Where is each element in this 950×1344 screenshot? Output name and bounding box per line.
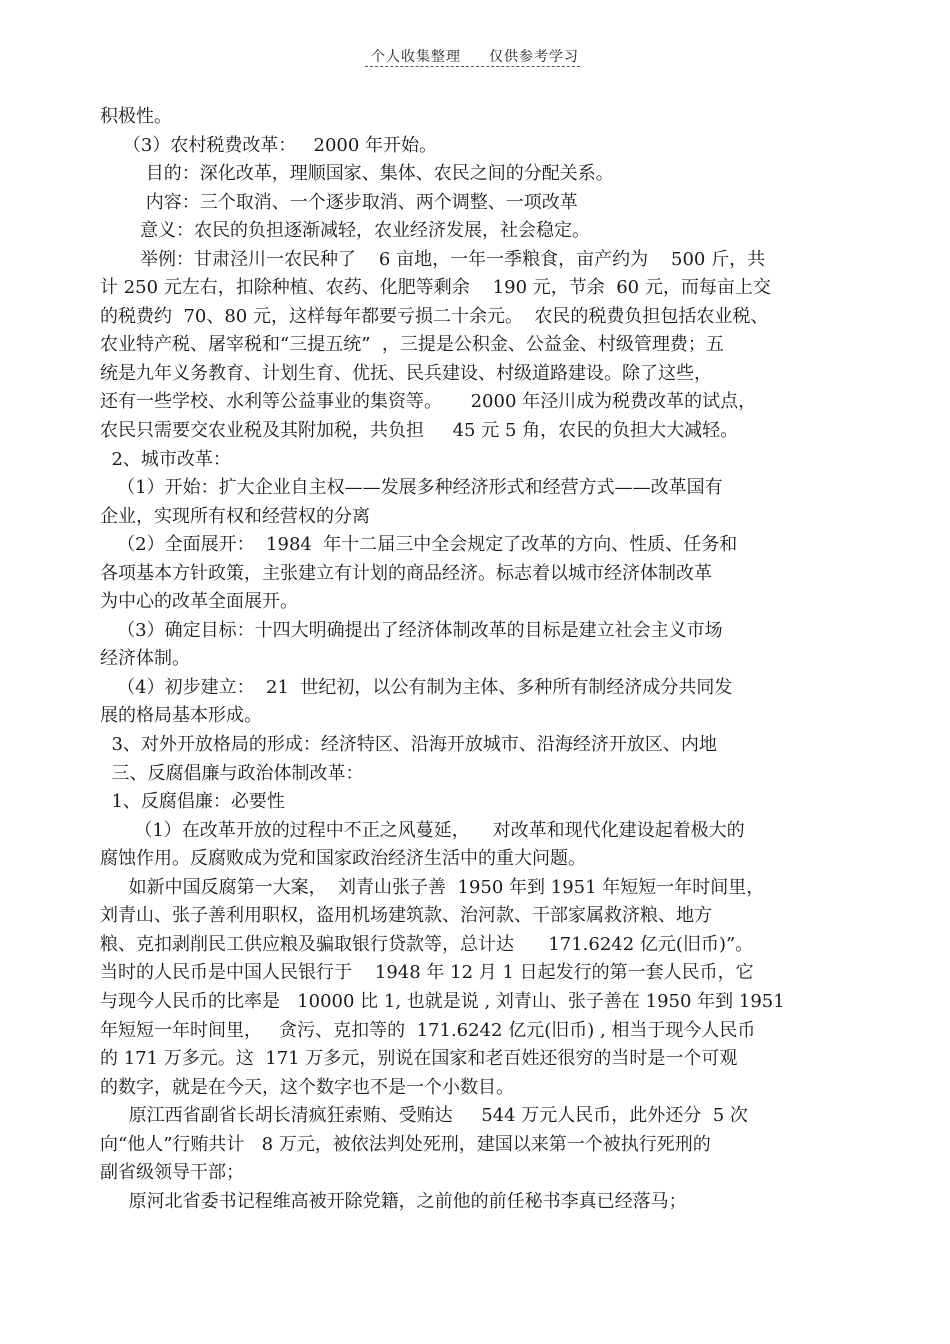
text-line: 统是九年义务教育、计划生育、优抚、民兵建设、村级道路建设。除了这些， [100, 362, 712, 384]
text-line: 粮、克扣剥削民工供应粮及骗取银行贷款等，总计达 171.6242 亿元(旧币)”。 [100, 933, 754, 955]
text-line: 农业特产税、屠宰税和“三提五统” ，三提是公积金、公益金、村级管理费；五 [100, 334, 724, 356]
header-rule [365, 66, 580, 67]
text-line: 年短短一年时间里， 贪污、克扣等的 171.6242 亿元(旧币) , 相当于现今人民币 [100, 1019, 756, 1041]
text-line: （2）全面展开： 1984 年十二届三中全会规定了改革的方向、性质、任务和 [100, 534, 738, 556]
text-line: 三、反腐倡廉与政治体制改革： [100, 762, 364, 784]
text-line: （3）确定目标：十四大明确提出了经济体制改革的目标是建立社会主义市场 [100, 619, 723, 641]
text-line: 向“他人”行贿共计 8 万元，被依法判处死刑，建国以来第一个被执行死刑的 [100, 1133, 711, 1155]
text-line: 各项基本方针政策，主张建立有计划的商品经济。标志着以城市经济体制改革 [100, 562, 712, 584]
text-line: 当时的人民币是中国人民银行于 1948 年 12 月 1 日起发行的第一套人民币，它 [100, 962, 754, 984]
text-line: 如新中国反腐第一大案， 刘青山张子善 1950 年到 1951 年短短一年时间里， [100, 876, 765, 898]
text-line: 的 171 万多元。这 171 万多元，别说在国家和老百姓还很穷的当时是一个可观 [100, 1048, 738, 1070]
text-line: 为中心的改革全面展开。 [100, 591, 298, 613]
text-line: 积极性。 [100, 106, 172, 127]
text-line: 企业，实现所有权和经营权的分离 [100, 505, 370, 527]
text-line: （1）开始：扩大企业自主权——发展多种经济形式和经营方式——改革国有 [100, 477, 723, 499]
text-line: 经济体制。 [100, 648, 190, 670]
text-line: 计 250 元左右，扣除种植、农药、化肥等剩余 190 元，节余 60 元，而每亩上交 [100, 277, 771, 299]
text-line: 内容：三个取消、一个逐步取消、两个调整、一项改革 [100, 191, 578, 213]
text-line: 意义：农民的负担逐渐减轻，农业经济发展，社会稳定。 [100, 220, 591, 242]
text-line: 原河北省委书记程维高被开除党籍，之前他的前任秘书李真已经落马； [100, 1190, 687, 1212]
text-line: 的数字，就是在今天，这个数字也不是一个小数目。 [100, 1076, 514, 1098]
text-line: 2、城市改革： [100, 448, 231, 470]
body-text [100, 103, 860, 1216]
header-left-text: 个人收集整理 [371, 49, 461, 65]
text-line: （1）在改革开放的过程中不正之风蔓延， 对改革和现代化建设起着极大的 [100, 819, 745, 841]
text-line: （3）农村税费改革： 2000 年开始。 [100, 134, 438, 156]
text-line: 3、对外开放格局的形成：经济特区、沿海开放城市、沿海经济开放区、内地 [100, 734, 717, 756]
text-line: 的税费约 70、80 元，这样每年都要亏损二十余元。 农民的税费负担包括农业税、 [100, 305, 769, 327]
text-line: 副省级领导干部； [100, 1162, 244, 1184]
text-line: （4）初步建立： 21 世纪初，以公有制为主体、多种所有制经济成分共同发 [100, 676, 733, 698]
text-line: 展的格局基本形成。 [100, 705, 262, 727]
text-line: 腐蚀作用。反腐败成为党和国家政治经济生活中的重大问题。 [100, 848, 586, 870]
text-line: 1、反腐倡廉：必要性 [100, 791, 285, 813]
text-line: 还有一些学校、水利等公益事业的集资等。 2000 年泾川成为税费改革的试点， [100, 391, 757, 413]
text-line: 举例：甘肃泾川一农民种了 6 亩地，一年一季粮食，亩产约为 500 斤，共 [100, 248, 766, 270]
text-line: 刘青山、张子善利用职权，盗用机场建筑款、治河款、干部家属救济粮、地方 [100, 905, 712, 927]
text-line: 原江西省副省长胡长清疯狂索贿、受贿达 544 万元人民币，此外还分 5 次 [100, 1105, 748, 1127]
text-line: 与现今人民币的比率是 10000 比 1, 也就是说 , 刘青山、张子善在 1950 年到 1951 [100, 990, 785, 1012]
header-right-text: 仅供参考学习 [489, 49, 579, 65]
page-header [0, 46, 950, 66]
text-line: 目的：深化改革，理顺国家、集体、农民之间的分配关系。 [100, 163, 614, 185]
text-line: 农民只需要交农业税及其附加税，共负担 45 元 5 角，农民的负担大大减轻。 [100, 420, 739, 442]
